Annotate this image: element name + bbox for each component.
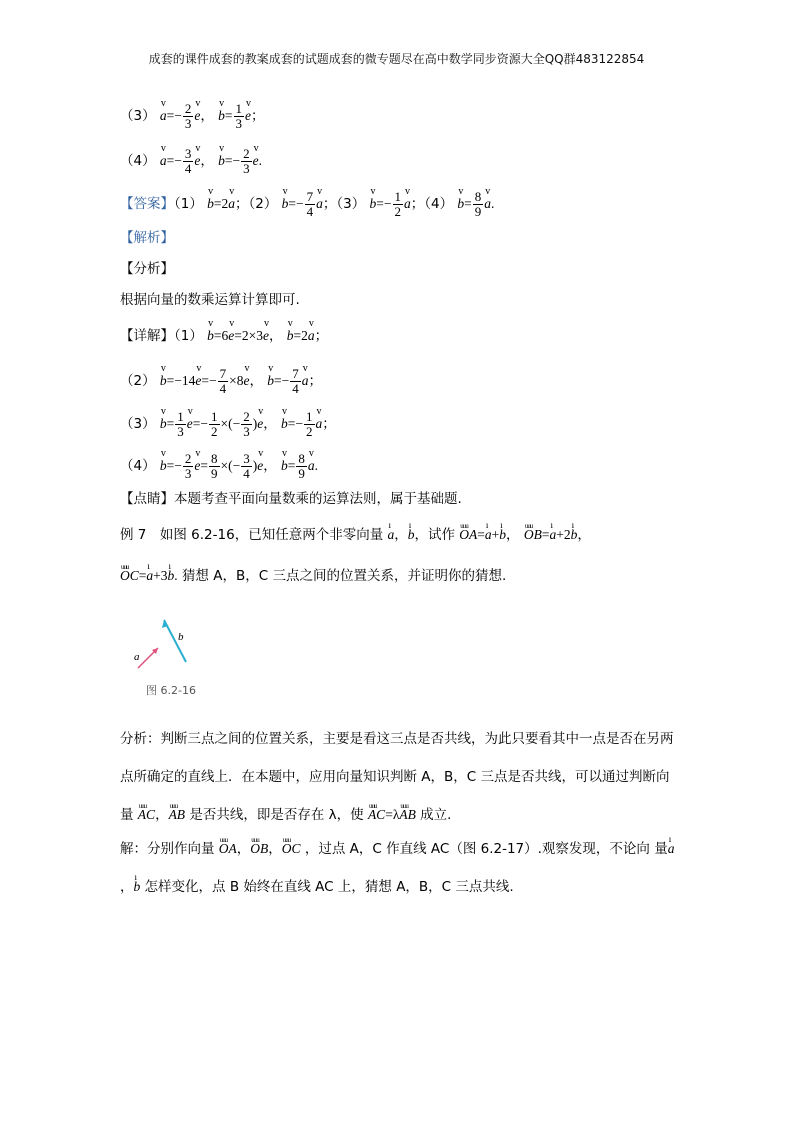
solution-text: 解：分别作向量: [120, 841, 215, 857]
example-line2-tail: 猜想 A，B，C 三点之间的位置关系，并证明你的猜想.: [181, 568, 507, 584]
answer-tag: 【答案】: [120, 196, 174, 212]
answer-line: 【答案】（1） v b=2v a；（2） v b=− $\frac{7}{4}$ v a；（3） v b=− $\frac{1}{2}$ v a；（4） v b= $\frac{8}{9}$ v a.: [120, 190, 494, 219]
detail-1: 【详解】（1） v b=6v e=2×3v e， v b=2v a；: [120, 326, 328, 346]
dianjing-line: [120, 489, 462, 509]
detail-4: （4） v b=− $\frac{2}{3}$ v e= $\frac{8}{9}$ ×(− $\frac{3}{4}$ )v e， v b= $\frac{8}{9}$ v a.: [120, 452, 318, 481]
analysis-paragraph: 分析：判断三点之间的位置关系，主要是看这三点是否共线，为此只要看其中一点是否在另两点所确定的直线上．在本题中，应用向量知识判断 A，B，C 三点是否共线，可以通过判断向量 uuu AC，uuu AB 是否共线，即是否存在 λ，使 uuu AC=λuuu AB 成立.: [120, 720, 680, 834]
answer-part-4: ；（4）: [410, 196, 454, 212]
solution-paragraph: 解：分别作向量 uuu OA，uuu OB，uuu OC ，过点 A，C 作直线 AC（图 6.2-17）.观察发现，不论向 量ı a，ı b 怎样变化，点 B 始终在直线 AC 上，猜想 A，B，C 三点共线.: [120, 830, 680, 906]
page-header: 成套的课件成套的教案成套的试题成套的微专题尽在高中数学同步资源大全QQ群483122854: [148, 52, 645, 66]
problem-3: （3） v a=− $\frac{2}{3}$ v e， v b= $\frac{1}{3}$ v e；: [120, 102, 265, 131]
detail-3-label: （3）: [120, 416, 156, 432]
vector-b-label: b: [178, 631, 184, 643]
solution-mid: ，过点 A，C 作直线 AC（图 6.2-17）.观察发现，不论向: [304, 841, 650, 857]
problem-4: （4） v a=− $\frac{3}{4}$ v e， v b=− $\frac{2}{3}$ v e.: [120, 147, 262, 176]
detail-4-label: （4）: [120, 458, 156, 474]
answer-part-1: （1）: [174, 196, 203, 212]
fenxi-text: 根据向量的数乘运算计算即可.: [120, 292, 300, 308]
problem-4-label: （4）: [120, 153, 156, 169]
vector-a-label: a: [134, 651, 140, 663]
answer-part-2: ；（2）: [235, 196, 278, 212]
detail-2-label: （2）: [120, 373, 156, 389]
detail-2: （2） v b=−14v e=− $\frac{7}{4}$ ×8v e， v b=− $\frac{7}{4}$ v a；: [120, 367, 322, 396]
dianjing-tag: 【点睛】: [120, 491, 174, 507]
example-7-line-1: 例 7 如图 6.2-16，已知任意两个非零向量 ı a，ı b，试作 uuu OA=ı a+ı b， uuu OB=ı a+2ı b，: [120, 525, 591, 545]
detail-1-label: （1）: [174, 328, 203, 344]
fenxi-tag: 【分析】: [120, 261, 174, 277]
problem-3-label: （3）: [120, 108, 156, 124]
analysis-tag: [120, 228, 174, 248]
solution-line2: 怎样变化，点 B 始终在直线 AC 上，猜想 A，B，C 三点共线.: [144, 879, 514, 895]
analysis-tag-text: 【解析】: [120, 230, 174, 246]
example-intro: 例 7 如图 6.2-16，已知任意两个非零向量: [120, 527, 384, 543]
analysis-tail: 是否共线，即是否存在 λ，使: [189, 807, 364, 823]
example-7-line-2: uuu OC=ı a+3ı b. 猜想 A，B，C 三点之间的位置关系，并证明你的猜想.: [120, 566, 506, 586]
detail-tag: 【详解】: [120, 328, 174, 344]
figure-caption: 图 6.2-16: [146, 684, 196, 697]
detail-3: （3） v b= $\frac{1}{3}$ v e=− $\frac{1}{2}$ ×(− $\frac{2}{3}$ )v e， v b=− $\frac{1}{2}$ v a；: [120, 410, 336, 439]
answer-part-3: ；（3）: [322, 196, 366, 212]
dianjing-text: 本题考查平面向量数乘的运算法则，属于基础题.: [174, 491, 462, 507]
analysis-text: 分析：判断三点之间的位置关系，主要是看这三点是否共线，为此只要看其中一点是否在另两点所确定的直线上．在本题中，应用向量知识判断 A，B，C 三点是否共线，可以通过判断向量: [120, 731, 674, 823]
example-mid: ，试作: [414, 527, 455, 543]
analysis-end: 成立.: [420, 807, 452, 823]
